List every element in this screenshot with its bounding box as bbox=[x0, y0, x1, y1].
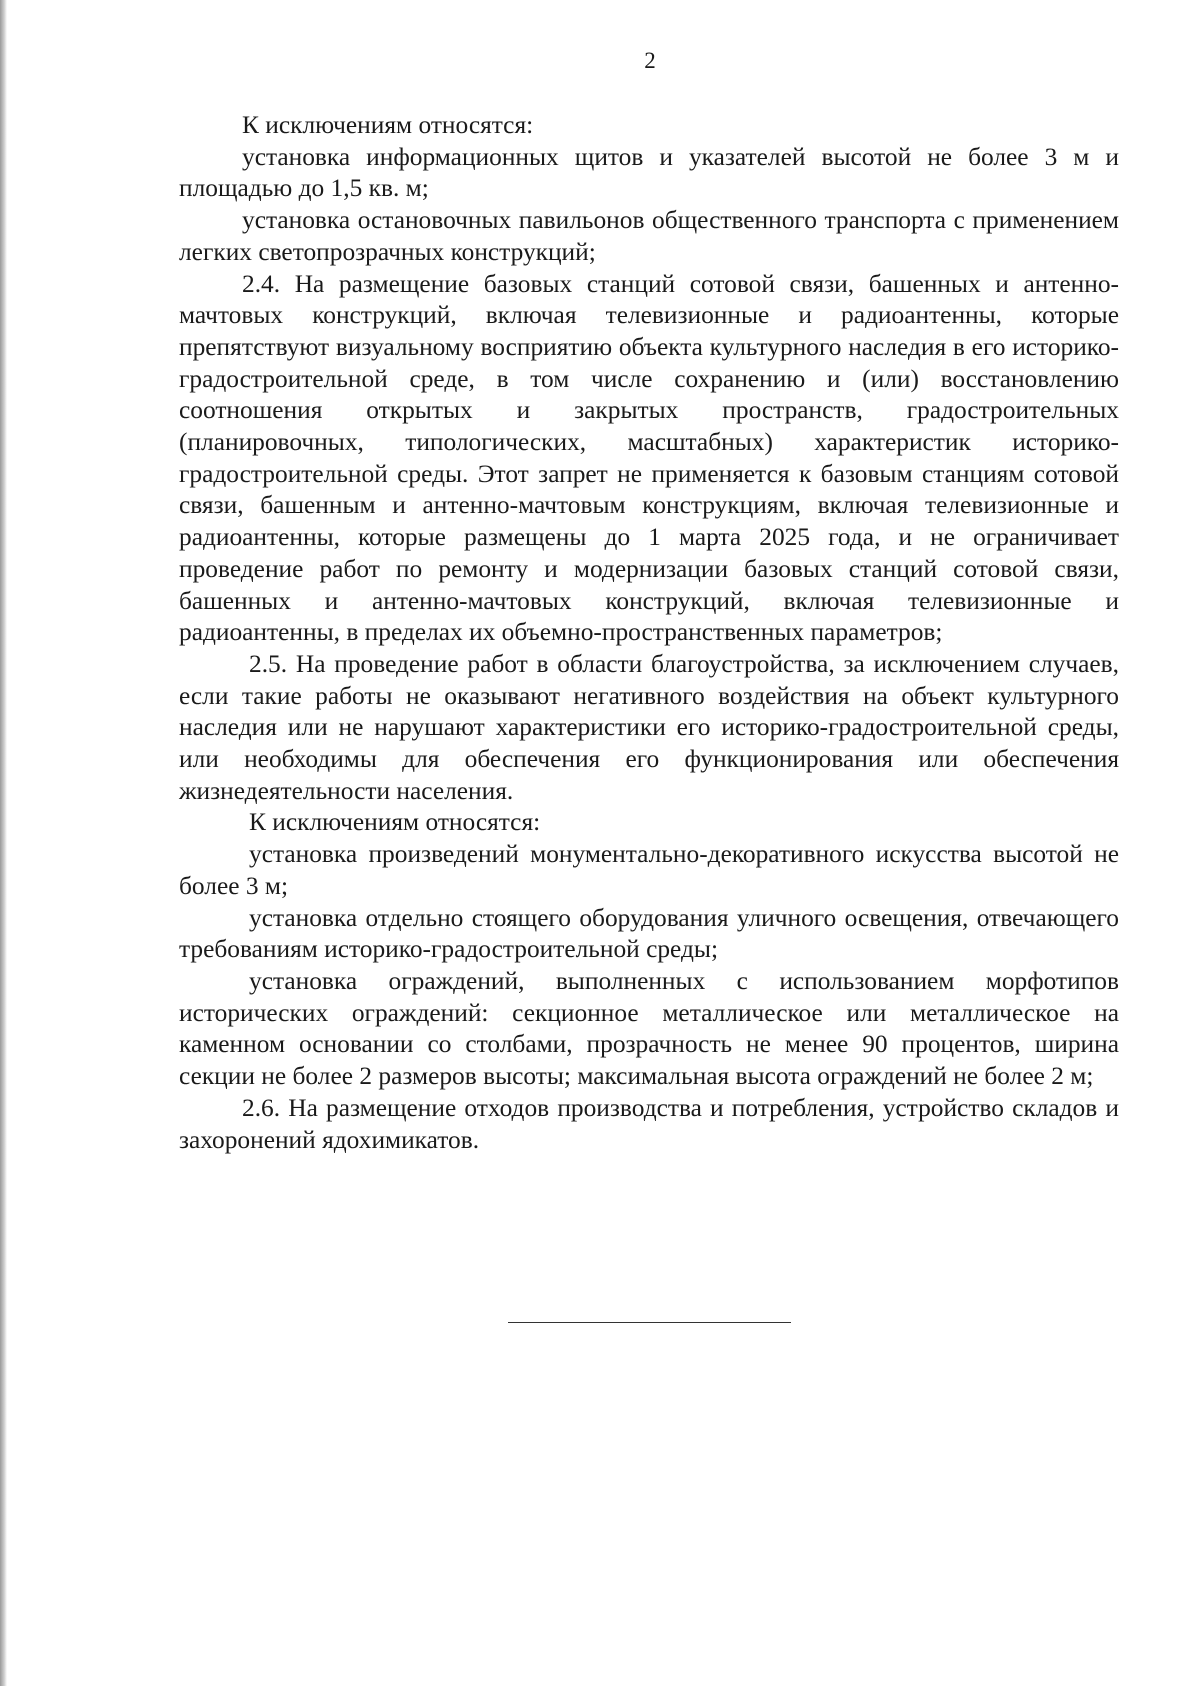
paragraph-street-lighting: установка отдельно стоящего оборудования уличного освещения, отвечающего требованиям историко-градостроительной среды; bbox=[179, 903, 1119, 964]
paragraph-fences: установка ограждений, выполненных с использованием морфотипов исторических ограждений: секционное металлическое или металлическое на каменном основании со столбами, прозрачность не менее 90 процентов, ширина секции не более 2 размеров высоты; максимальная высота ограждений не более 2 м; bbox=[179, 966, 1119, 1091]
end-of-document-rule bbox=[508, 1322, 791, 1323]
page-number: 2 bbox=[644, 48, 656, 73]
paragraph-exceptions-heading-2: К исключениям относятся: bbox=[249, 808, 541, 837]
scan-edge-shadow bbox=[0, 0, 7, 1686]
document-body bbox=[179, 110, 1119, 1156]
paragraph-2-6-waste: 2.6. На размещение отходов производства и потребления, устройство складов и захоронений ядохимикатов. bbox=[179, 1093, 1119, 1154]
paragraph-2-5-landscaping: 2.5. На проведение работ в области благоустройства, за исключением случаев, если такие работы не оказывают негативного воздействия на объект культурного наследия или не нарушают характеристики его историко-градостроительной среды, или необходимы для обеспечения его функционирования или обеспечения жизнедеятельности населения. bbox=[179, 649, 1119, 805]
paragraph-bus-pavilions: установка остановочных павильонов общественного транспорта с применением легких светопрозрачных конструкций; bbox=[179, 206, 1119, 266]
paragraph-info-boards: установка информационных щитов и указателей высотой не более 3 м и площадью до 1,5 кв. м; bbox=[179, 142, 1119, 203]
paragraph-2-4-base-stations: 2.4. На размещение базовых станций сотовой связи, башенных и антенно-мачтовых конструкций, включая телевизионные и радиоантенны, которые препятствуют визуальному восприятию объекта культурного наследия в его историко-градостроительной среде, в том числе сохранению и (или) восстановлению соотношения открытых и закрытых пространств, градостроительных (планировочных, типологических, масштабных) характеристик историко-градостроительной среды. Этот запрет не применяется к базовым станциям сотовой связи, башенным и антенно-мачтовым конструкциям, включая телевизионные и радиоантенны, которые размещены до 1 марта 2025 года, и не ограничивает проведение работ по ремонту и модернизации базовых станций сотовой связи, башенных и антенно-мачтовых конструкций, включая телевизионные и радиоантенны, в пределах их объемно-пространственных параметров; bbox=[179, 269, 1119, 647]
paragraph-monumental-art: установка произведений монументально-декоративного искусства высотой не более 3 м; bbox=[179, 840, 1119, 900]
paragraph-exceptions-heading-1: К исключениям относятся: bbox=[242, 111, 534, 139]
